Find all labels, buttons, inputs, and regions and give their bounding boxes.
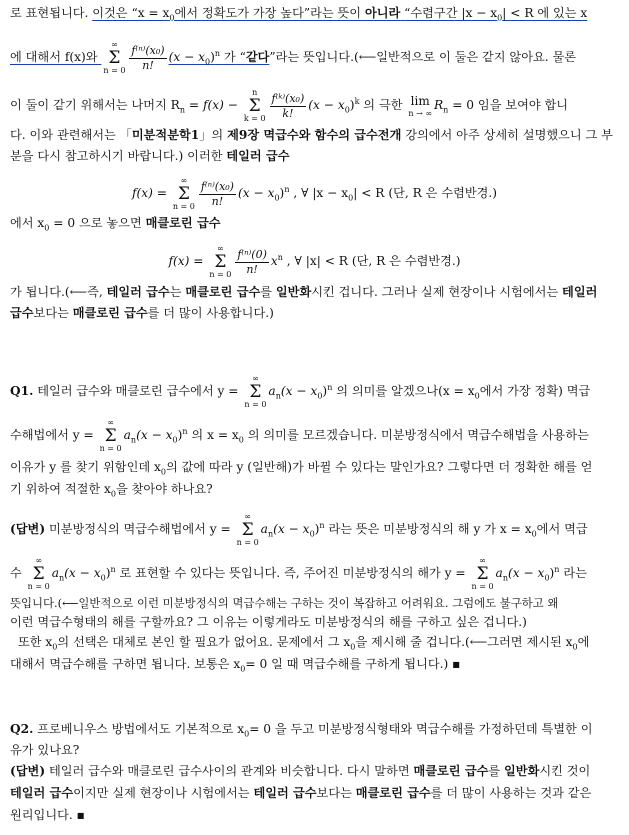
limit: lim n → ∞ <box>408 93 432 118</box>
sum-symbol: ∞ Σ n = 0 <box>27 555 50 590</box>
q1-answer: (답변) 미분방정식의 멱급수해법에서 y = ∞ Σ n = 0 $a_n(x - x_0)^n$ 라는 뜻은 미분방정식의 해 y 가 $x = x_0$에서 멱급 <box>10 511 588 546</box>
fraction: $\frac{\text{f⁽ⁿ⁾(x₀)}}{n!}$ <box>200 179 234 208</box>
text-line: 로 표현됩니다. 이것은 “$x = x_0$에서 정확도가 가장 높다”라는 뜻이 아니라 “수렴구간 $|x - x_0| < R$ 에 있는 x <box>10 6 588 23</box>
sum-symbol: ∞ Σ n = 0 <box>172 175 195 211</box>
q1-question: 기 위하여 적절한 $x_0$을 찾아야 하나요? <box>10 482 213 499</box>
text-line: 이 둘이 같기 위해서는 나머지 $R_n = f(x)$ − n Σ k = 0 $\frac{\text{f⁽ᵏ⁾(x₀)}}{k!}$ $(x - x_0)^k$ 의 극한 lim n → ∞ $R_n = 0$ 임을 보여야 합니 <box>10 87 569 122</box>
q2-answer: 원리입니다. ▪ <box>10 808 85 822</box>
text-line: 가 됩니다.(⟵즉, 테일러 급수는 매클로린 급수를 일반화시킨 겁니다. 그러나 실제 현장이나 시험에서는 테일러 <box>10 285 598 299</box>
q1-answer: 뜻입니다.(⟵일반적으로 이런 미분방정식의 멱급수해는 구하는 것이 복잡하고 어려워요. 그럼에도 불구하고 왜 <box>10 596 559 610</box>
maclaurin-formula: f(x) = ∞ Σ n = 0 $\frac{\text{f⁽ⁿ⁾(0)}}{n!}$ $x^n$ , ∀ |x| < R (단, R 은 수렴반경.) <box>168 243 461 279</box>
text-line: 분을 다시 참고하시기 바랍니다.) 이러한 테일러 급수 <box>10 149 290 163</box>
q1-answer: 또한 $x_0$의 선택은 대체로 본인 할 필요가 없어요. 문제에서 그 $x_0$을 제시해 줄 겁니다.(⟵그러면 제시된 $x_0$에 <box>18 635 590 652</box>
sum-symbol: ∞ Σ n = 0 <box>99 417 122 452</box>
sum-symbol: ∞ Σ n = 0 <box>103 39 126 74</box>
q2-question: Q2. 프로베니우스 방법에서도 기본적으로 $x_0= 0$ 을 두고 미분방정식형태와 멱급수해를 가정하던데 특별한 이 <box>10 722 593 739</box>
sum-symbol: ∞ Σ n = 0 <box>244 373 267 408</box>
sum-symbol: ∞ Σ n = 0 <box>209 243 232 279</box>
text-line: 다. 이와 관련해서는 「미분적분학1」의 제9장 멱급수와 함수의 급수전개 강의에서 아주 상세히 설명했으니 그 부 <box>10 128 613 142</box>
sum-symbol: ∞ Σ n = 0 <box>236 511 259 546</box>
q1-answer: 이런 멱급수형태의 해를 구할까요? 그 이유는 이렇게라도 미분방정식의 해를 구하고 싶은 겁니다.) <box>10 615 527 629</box>
sum-symbol: ∞ Σ n = 0 <box>471 555 494 590</box>
q1-question: Q1. 테일러 급수와 매클로린 급수에서 y = ∞ Σ n = 0 $a_n(x - x_0)^n$ 의 의미를 알겠으나($x = x_0$에서 가장 정확) 멱급 <box>10 373 591 408</box>
text-line: 에서 $x_0 = 0$ 으로 놓으면 매클로린 급수 <box>10 216 221 233</box>
fraction: $\frac{\text{f⁽ⁿ⁾(0)}}{n!}$ <box>237 247 267 276</box>
q2-question: 유가 있나요? <box>10 743 80 757</box>
q2-answer: 테일러 급수이지만 실제 현장이나 시험에서는 테일러 급수보다는 매클로린 급수를 더 많이 사용하는 것과 같은 <box>10 786 592 800</box>
sum-symbol: n Σ k = 0 <box>243 87 266 122</box>
q2-answer: (답변) 테일러 급수와 매클로린 급수사이의 관계와 비슷합니다. 다시 말하면 매클로린 급수를 일반화시킨 것이 <box>10 764 591 778</box>
q1-answer: 수 ∞ Σ n = 0 $a_n(x - x_0)^n$ 로 표현할 수 있다는 뜻입니다. 즉, 주어진 미분방정식의 해가 y = ∞ Σ n = 0 $a_n(x - x_0)^n$ 라는 <box>10 555 587 590</box>
q1-answer: 대해서 멱급수해를 구하면 됩니다. 보통은 $x_0= 0$ 일 때 멱급수해를 구하게 됩니다.) ▪ <box>10 657 461 674</box>
fraction: $\frac{\text{f⁽ᵏ⁾(x₀)}}{k!}$ <box>271 91 305 120</box>
taylor-formula: f(x) = ∞ Σ n = 0 $\frac{\text{f⁽ⁿ⁾(x₀)}}{n!}$ $(x - x_0)^n$ , ∀ $|x - x_0| < R$ (단, R 은 수렴반경.) <box>131 175 498 211</box>
text-line: 급수보다는 매클로린 급수를 더 많이 사용합니다.) <box>10 306 274 320</box>
q1-question: 이유가 y 를 찾기 위함인데 $x_0$의 값에 따라 y (일반해)가 바뀔 수 있다는 말인가요? 그렇다면 더 정확한 해를 얻 <box>10 460 593 477</box>
text-line: 에 대해서 f(x)와 ∞ Σ n = 0 $\frac{\text{f⁽ⁿ⁾(x₀)}}{n!}$ $(x - x_0)^n$ 가 “같다”라는 뜻입니다.(⟵일반적으로 이 둘은 같지 않아요. 물론 <box>10 39 577 74</box>
q1-question: 수해법에서 y = ∞ Σ n = 0 $a_n(x - x_0)^n$ 의 $x = x_0$ 의 의미를 모르겠습니다. 미분방정식에서 멱급수해법을 사용하는 <box>10 417 589 452</box>
fraction: $\frac{\text{f⁽ⁿ⁾(x₀)}}{n!}$ <box>131 43 165 72</box>
